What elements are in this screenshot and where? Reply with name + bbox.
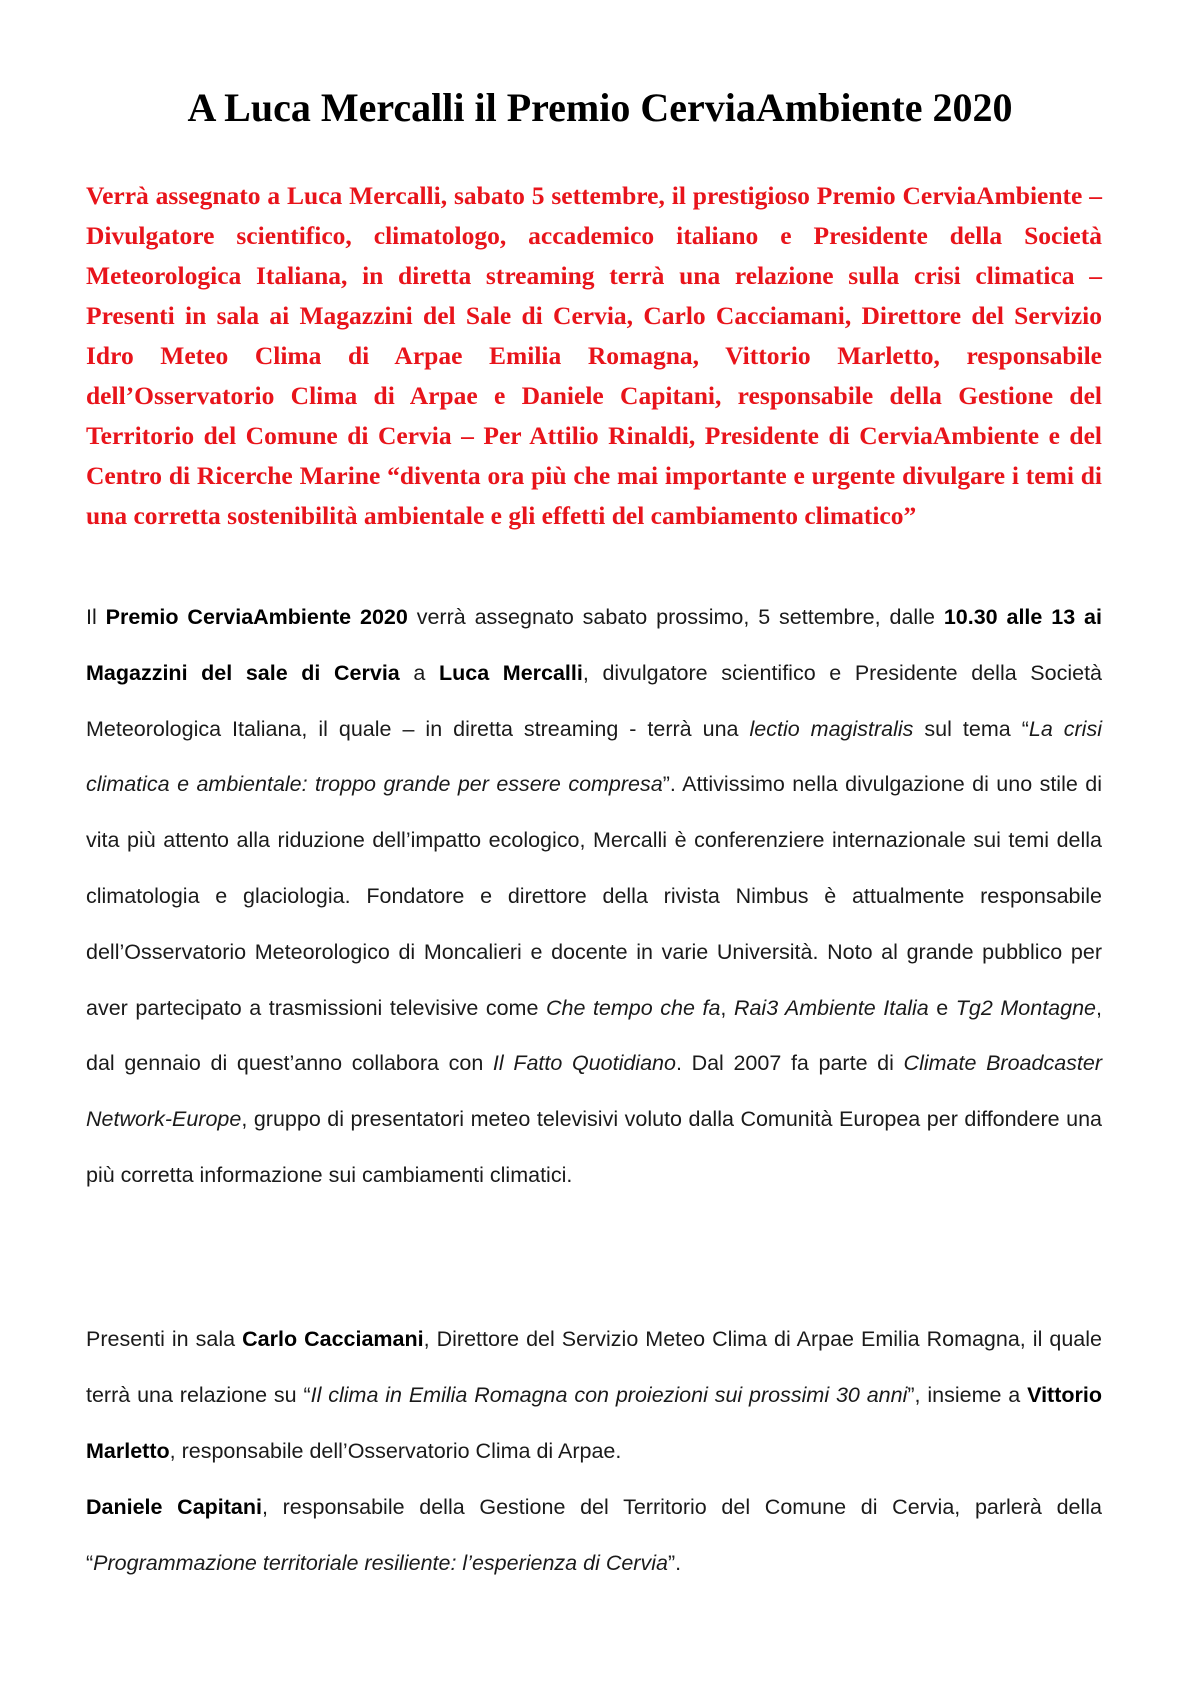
text-run-italic: lectio magistralis: [749, 716, 914, 741]
text-run-bold: Carlo Cacciamani: [242, 1327, 424, 1351]
text-run: e: [928, 995, 956, 1020]
body-paragraph-award: [86, 590, 1102, 1204]
text-run-italic: Rai3 Ambiente Italia: [733, 995, 929, 1020]
text-run-italic: Il clima in Emilia Romagna con proiezioni sui prossimi 30 anni: [310, 1382, 908, 1407]
text-run-bold: Daniele Capitani: [86, 1495, 262, 1519]
text-run-italic: Il Fatto Quotidiano: [492, 1051, 676, 1076]
text-run-italic: Programmazione territoriale resiliente: l’esperienza di Cervia: [93, 1550, 668, 1575]
text-run: ”, insieme a: [907, 1382, 1028, 1407]
text-run-bold: Premio CerviaAmbiente 2020: [105, 605, 408, 629]
lede-paragraph: Verrà assegnato a Luca Mercalli, sabato 5 settembre, il prestigioso Premio CerviaAmbiente – Divulgatore scientifico, climatologo, accademico italiano e Presidente della Società Meteorologica Italiana, in diretta streaming terrà una relazione sulla crisi climatica – Presenti in sala ai Magazzini del Sale di Cervia, Carlo Cacciamani, Direttore del Servizio Idro Meteo Clima di Arpae Emilia Romagna, Vittorio Marletto, responsabile dell’Osservatorio Clima di Arpae e Daniele Capitani, responsabile della Gestione del Territorio del Comune di Cervia – Per Attilio Rinaldi, Presidente di CerviaAmbiente e del Centro di Ricerche Marine “diventa ora più che mai importante e urgente divulgare i temi di una corretta sostenibilità ambientale e gli effetti del cambiamento climatico”: [86, 181, 1102, 530]
text-run-italic: Che tempo che fa: [545, 995, 721, 1020]
text-run-italic: La crisi climatica e ambientale: troppo grande per essere compresa: [86, 716, 1102, 797]
text-run: , responsabile dell’Osservatorio Clima di Arpae.: [169, 1438, 622, 1463]
text-run-bold: 10.30 alle 13 ai Magazzini del sale di Cervia: [86, 605, 1102, 685]
text-run: Presenti in sala: [86, 1327, 243, 1351]
text-run: ,: [720, 995, 734, 1020]
body-paragraph-capitani: [86, 1480, 1102, 1592]
text-run: . Dal 2007 fa parte di: [675, 1051, 904, 1076]
text-run: , dal gennaio di quest’anno collabora con: [86, 995, 1102, 1076]
text-run: , divulgatore scientifico e Presidente della Società Meteorologica Italiana, il quale – in diretta streaming - terrà una: [86, 660, 1103, 741]
body-paragraph-guests: [86, 1312, 1102, 1479]
text-run: ”.: [667, 1550, 682, 1575]
text-run: Il: [86, 605, 106, 629]
text-run: , gruppo di presentatori meteo televisivi voluto dalla Comunità Europea per diffondere una più corretta informazione sui cambiamenti climatici.: [86, 1107, 1102, 1187]
text-run: ”. Attivissimo nella divulgazione di uno stile di vita più attento alla riduzione dell’impatto ecologico, Mercalli è conferenziere internazionale sui temi della climatologia e glaciologia. Fondatore e direttore della rivista Nimbus è attualmente responsabile dell’Osservatorio Meteorologico di Moncalieri e docente in varie Università. Noto al grande pubblico per aver partecipato a trasmissioni televisive come: [86, 772, 1102, 1020]
text-run-bold: Vittorio Marletto: [86, 1382, 1102, 1463]
text-run: sul tema “: [913, 716, 1029, 741]
text-run: a: [399, 660, 439, 685]
text-run: verrà assegnato sabato prossimo, 5 settembre, dalle: [407, 605, 944, 629]
text-run: , Direttore del Servizio Meteo Clima di Arpae Emilia Romagna, il quale terrà una relazione su “: [86, 1327, 1102, 1407]
text-run-bold: Luca Mercalli: [438, 660, 583, 685]
text-run-italic: Tg2 Montagne: [955, 995, 1097, 1020]
page-title: A Luca Mercalli il Premio CerviaAmbiente 2020: [187, 85, 1013, 130]
text-run: , responsabile della Gestione del Territorio del Comune di Cervia, parlerà della “: [86, 1495, 1102, 1575]
text-run-italic: Climate Broadcaster Network-Europe: [86, 1051, 1102, 1132]
